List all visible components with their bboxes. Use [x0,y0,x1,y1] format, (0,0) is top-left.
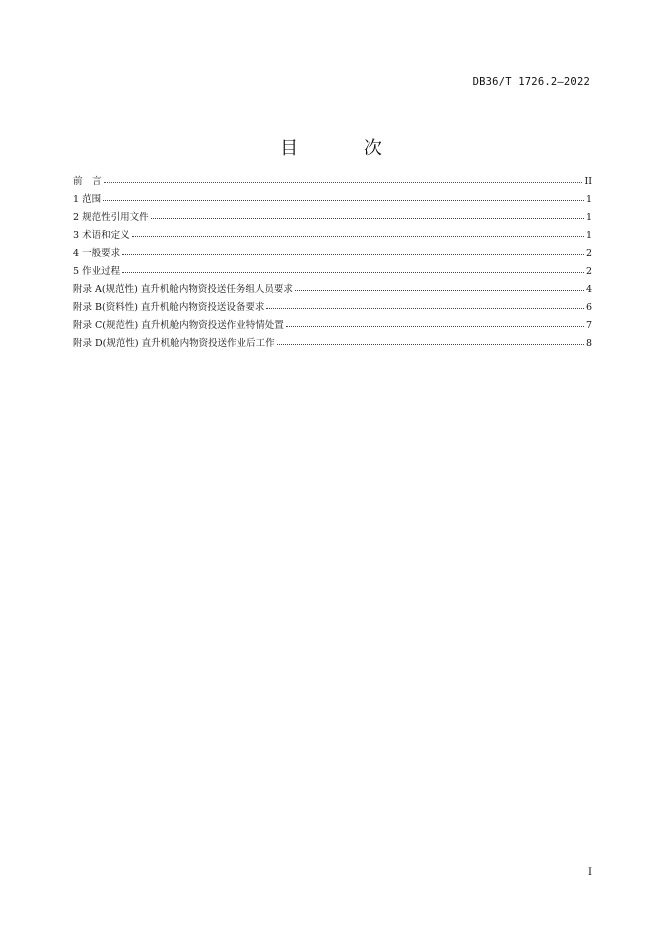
toc-entry-page: 2 [585,266,592,277]
toc-entry-scope[interactable] [73,191,592,209]
toc-dot-leader [122,254,584,255]
toc-entry-label: 前 言 [73,176,102,187]
toc-entry-label: 3 术语和定义 [73,230,130,241]
toc-entry-page: 8 [585,338,592,349]
toc-entry-page: 4 [585,284,592,295]
toc-title: 目 次 [280,138,412,159]
toc-entry-page: II [584,176,592,187]
toc-entry-normative-references[interactable] [73,209,592,227]
toc-entry-page: 7 [585,320,592,331]
toc-entry-page: 1 [585,230,592,241]
toc-entry-appendix-b[interactable] [73,299,592,317]
toc-dot-leader [277,344,584,345]
toc-entry-appendix-a[interactable] [73,281,592,299]
toc-dot-leader [103,200,584,201]
toc-entry-appendix-d[interactable] [73,335,592,353]
toc-entry-page: 1 [585,212,592,223]
toc-entry-label: 2 规范性引用文件 [73,212,149,223]
table-of-contents [73,173,592,353]
toc-entry-label: 附录 B(资料性) 直升机舱内物资投送设备要求 [73,302,265,313]
toc-entry-label: 1 范围 [73,194,102,205]
toc-dot-leader [104,182,583,183]
toc-dot-leader [151,218,584,219]
toc-entry-label: 附录 A(规范性) 直升机舱内物资投送任务组人员要求 [73,284,293,295]
toc-dot-leader [132,236,584,237]
toc-entry-general-requirements[interactable] [73,245,592,263]
toc-entry-label: 附录 C(规范性) 直升机舱内物资投送作业特情处置 [73,320,284,331]
toc-entry-operation-process[interactable] [73,263,592,281]
toc-entry-appendix-c[interactable] [73,317,592,335]
toc-entry-terms-definitions[interactable] [73,227,592,245]
toc-entry-page: 6 [585,302,592,313]
toc-dot-leader [266,308,584,309]
toc-entry-page: 1 [585,194,592,205]
toc-dot-leader [286,326,584,327]
document-code: DB36/T 1726.2—2022 [472,76,590,88]
toc-entry-page: 2 [585,248,592,259]
toc-entry-label: 5 作业过程 [73,266,121,277]
toc-entry-label: 附录 D(规范性) 直升机舱内物资投送作业后工作 [73,338,275,349]
toc-entry-label: 4 一般要求 [73,248,121,259]
toc-dot-leader [295,290,584,291]
toc-dot-leader [122,272,584,273]
page-number: I [588,867,592,878]
toc-entry-foreword[interactable] [73,173,592,191]
